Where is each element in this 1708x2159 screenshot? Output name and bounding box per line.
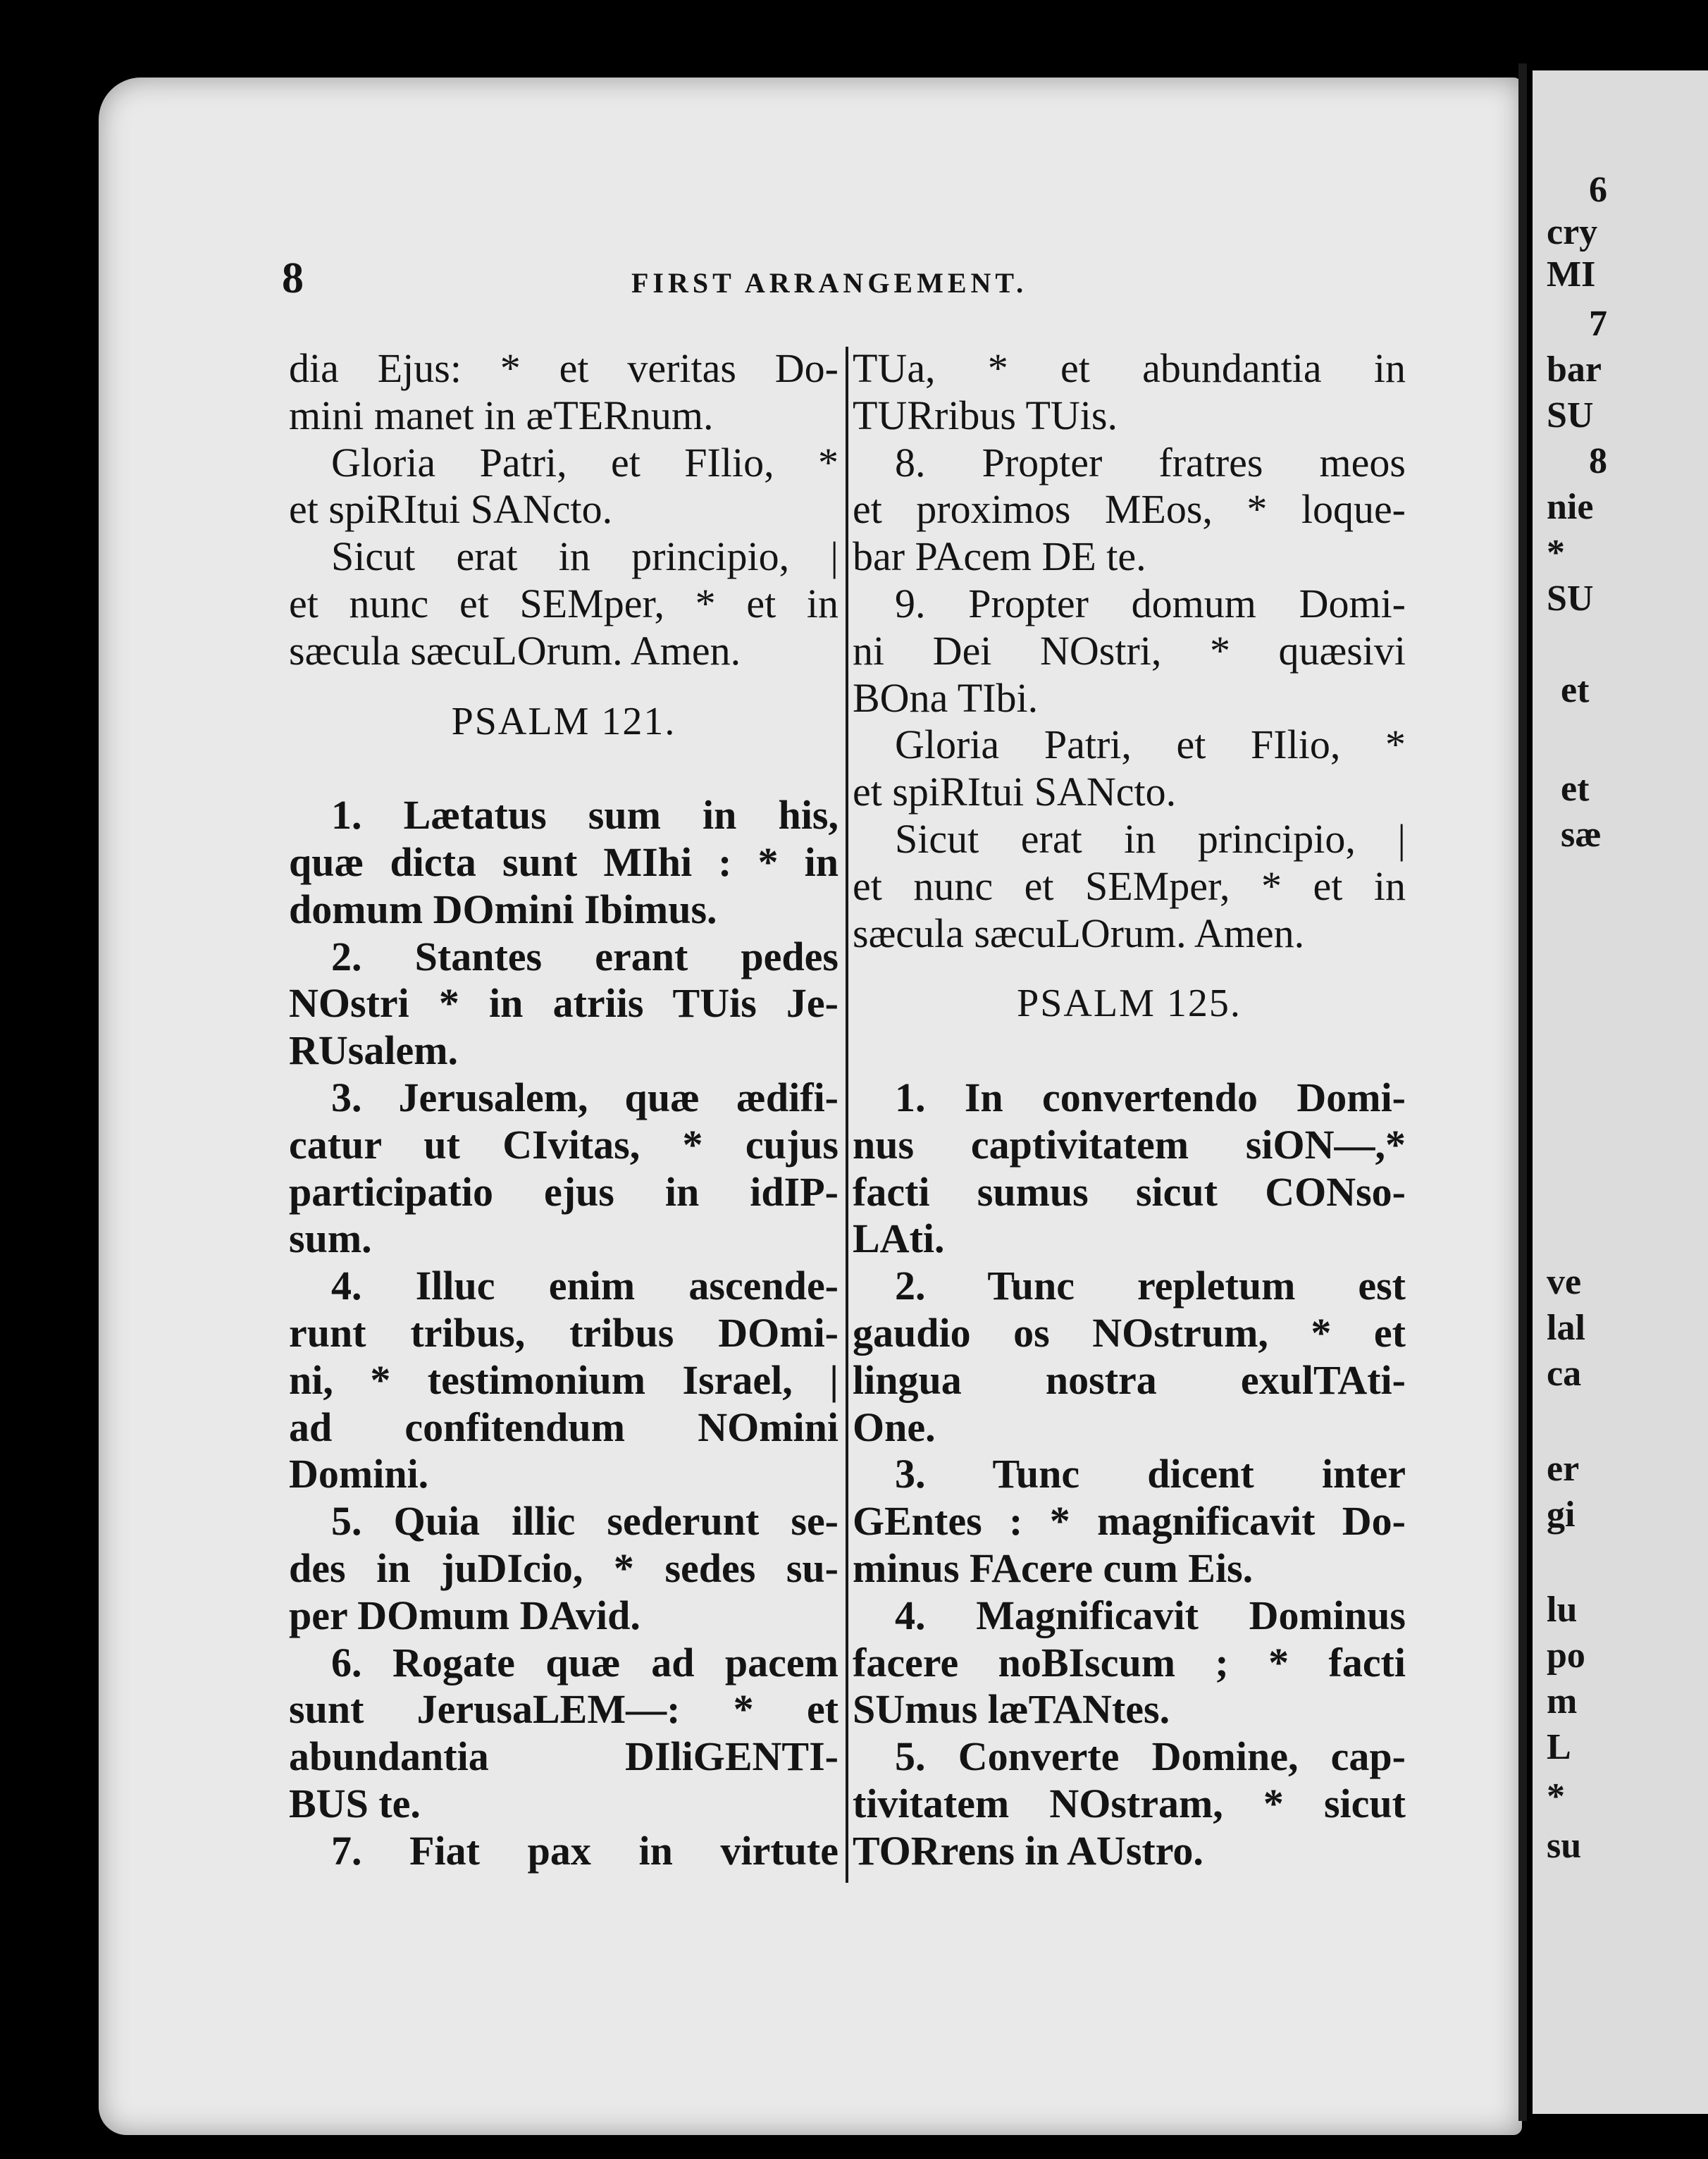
verse-line: LAti. xyxy=(853,1215,945,1262)
text-line: TUa, * et abundantia in xyxy=(853,345,1406,391)
verse-line: 2. Stantes erant pedes xyxy=(331,933,838,979)
verse-line: 7. Fiat pax in virtute xyxy=(331,1827,838,1874)
verse-line: 2. Tunc repletum est xyxy=(895,1263,1406,1309)
page-header xyxy=(282,254,1423,303)
verse-line: nus captivitatem siON—,* xyxy=(853,1121,1406,1168)
verse-line: 1. In convertendo Domi- xyxy=(895,1074,1406,1120)
verse-line: 4. Illuc enim ascende- xyxy=(331,1263,838,1309)
text-line: ni Dei NOstri, * quæsivi xyxy=(853,627,1406,674)
verse-line: sunt JerusaLEM—: * et xyxy=(289,1686,838,1733)
facing-fragment: gi xyxy=(1547,1495,1576,1535)
verse-line: 1. Lætatus sum in his, xyxy=(331,792,838,839)
spacer xyxy=(853,957,1406,980)
verse-line: SUmus læTANtes. xyxy=(853,1686,1170,1733)
column-rule xyxy=(846,347,848,1883)
facing-fragment: su xyxy=(1547,1826,1582,1866)
book-gutter xyxy=(1518,63,1527,2121)
verse-line: ni, * testimonium Israel, | xyxy=(289,1356,838,1403)
text-line: 9. Propter domum Domi- xyxy=(895,580,1406,626)
facing-fragment: MI xyxy=(1547,254,1596,295)
verse-line: per DOmum DAvid. xyxy=(289,1592,640,1638)
verse-line: BUS te. xyxy=(289,1780,421,1826)
facing-fragment: ca xyxy=(1547,1354,1582,1394)
verse-line: facti sumus sicut CONso- xyxy=(853,1168,1406,1215)
verse-line: des in juDIcio, * sedes su- xyxy=(289,1545,838,1591)
verse-line: GEntes : * magnificavit Do- xyxy=(853,1498,1406,1545)
text-line: mini manet in æTERnum. xyxy=(289,392,714,438)
facing-fragment: SU xyxy=(1547,579,1594,619)
text-line: Sicut erat in principio, | xyxy=(895,815,1406,862)
facing-fragment: ve xyxy=(1547,1262,1582,1302)
text-line: et nunc et SEMper, * et in xyxy=(853,862,1406,909)
psalm-heading: PSALM 125. xyxy=(1017,982,1242,1026)
verse-line: 3. Jerusalem, quæ ædifi- xyxy=(331,1074,838,1120)
facing-fragment: * xyxy=(1547,533,1565,573)
text-line: sæcula sæcuLOrum. Amen. xyxy=(289,627,741,674)
facing-fragment: 7 xyxy=(1589,304,1607,344)
spacer xyxy=(289,675,838,698)
facing-fragment: 8 xyxy=(1589,441,1607,481)
verse-line: abundantia DIliGENTI- xyxy=(289,1733,838,1780)
facing-fragment: SU xyxy=(1547,395,1594,435)
verse-line: minus FAcere cum Eis. xyxy=(853,1545,1254,1591)
text-line: 8. Propter fratres meos xyxy=(895,439,1406,485)
text-line: TURribus TUis. xyxy=(853,392,1118,438)
facing-fragment: m xyxy=(1547,1681,1578,1721)
verse-line: NOstri * in atriis TUis Je- xyxy=(289,980,838,1027)
text-line: et proximos MEos, * loque- xyxy=(853,486,1406,533)
verse-line: facere noBIscum ; * facti xyxy=(853,1639,1406,1685)
verse-line: sum. xyxy=(289,1215,372,1262)
facing-fragment: * xyxy=(1547,1776,1565,1817)
verse-line: participatio ejus in idIP- xyxy=(289,1168,838,1215)
verse-line: TORrens in AUstro. xyxy=(853,1827,1203,1874)
verse-line: 5. Converte Domine, cap- xyxy=(895,1733,1406,1780)
verse-line: 6. Rogate quæ ad pacem xyxy=(331,1639,838,1685)
facing-fragment: lu xyxy=(1547,1590,1578,1630)
verse-line: catur ut CIvitas, * cujus xyxy=(289,1121,838,1168)
verse-line: ad confitendum NOmini xyxy=(289,1404,838,1450)
verse-line: Domini. xyxy=(289,1451,429,1497)
facing-fragment: nie xyxy=(1547,487,1594,527)
text-line: sæcula sæcuLOrum. Amen. xyxy=(853,910,1305,956)
text-line: et nunc et SEMper, * et in xyxy=(289,580,838,626)
spacer xyxy=(289,745,838,792)
spacer xyxy=(853,1027,1406,1075)
facing-fragment: et xyxy=(1561,769,1590,809)
text-line: bar PAcem DE te. xyxy=(853,533,1146,580)
text-line: et spiRItui SANcto. xyxy=(289,486,613,533)
verse-line: One. xyxy=(853,1404,936,1450)
facing-fragment: cry xyxy=(1547,212,1598,252)
facing-fragment: bar xyxy=(1547,349,1602,390)
verse-line: 4. Magnificavit Dominus xyxy=(895,1592,1406,1638)
left-column xyxy=(289,345,838,1875)
facing-fragment: L xyxy=(1547,1727,1571,1767)
facing-fragment: 6 xyxy=(1589,170,1607,210)
verse-line: runt tribus, tribus DOmi- xyxy=(289,1309,838,1356)
facing-fragment: sæ xyxy=(1561,815,1602,855)
text-line: Gloria Patri, et FIlio, * xyxy=(331,439,838,485)
verse-line: 3. Tunc dicent inter xyxy=(895,1451,1406,1497)
psalm-heading: PSALM 121. xyxy=(451,699,676,743)
running-title: FIRST ARRANGEMENT. xyxy=(631,267,1028,299)
verse-line: lingua nostra exulTAti- xyxy=(853,1356,1406,1403)
text-line: BOna TIbi. xyxy=(853,674,1039,721)
verse-line: 5. Quia illic sederunt se- xyxy=(331,1498,838,1545)
text-line: et spiRItui SANcto. xyxy=(853,769,1177,815)
text-line: Sicut erat in principio, | xyxy=(331,533,838,580)
verse-line: RUsalem. xyxy=(289,1027,459,1074)
facing-fragment: po xyxy=(1547,1635,1585,1676)
facing-fragment: er xyxy=(1547,1449,1580,1489)
facing-fragment: lal xyxy=(1547,1308,1585,1348)
verse-line: tivitatem NOstram, * sicut xyxy=(853,1780,1406,1826)
verse-line: domum DOmini Ibimus. xyxy=(289,886,717,932)
page-number: 8 xyxy=(282,254,304,302)
facing-page-fragment xyxy=(1533,70,1708,2114)
verse-line: gaudio os NOstrum, * et xyxy=(853,1309,1406,1356)
right-column xyxy=(853,345,1406,1875)
text-line: dia Ejus: * et veritas Do- xyxy=(289,345,838,391)
text-line: Gloria Patri, et FIlio, * xyxy=(895,722,1406,768)
verse-line: quæ dicta sunt MIhi : * in xyxy=(289,839,838,885)
facing-fragment: et xyxy=(1561,670,1590,710)
